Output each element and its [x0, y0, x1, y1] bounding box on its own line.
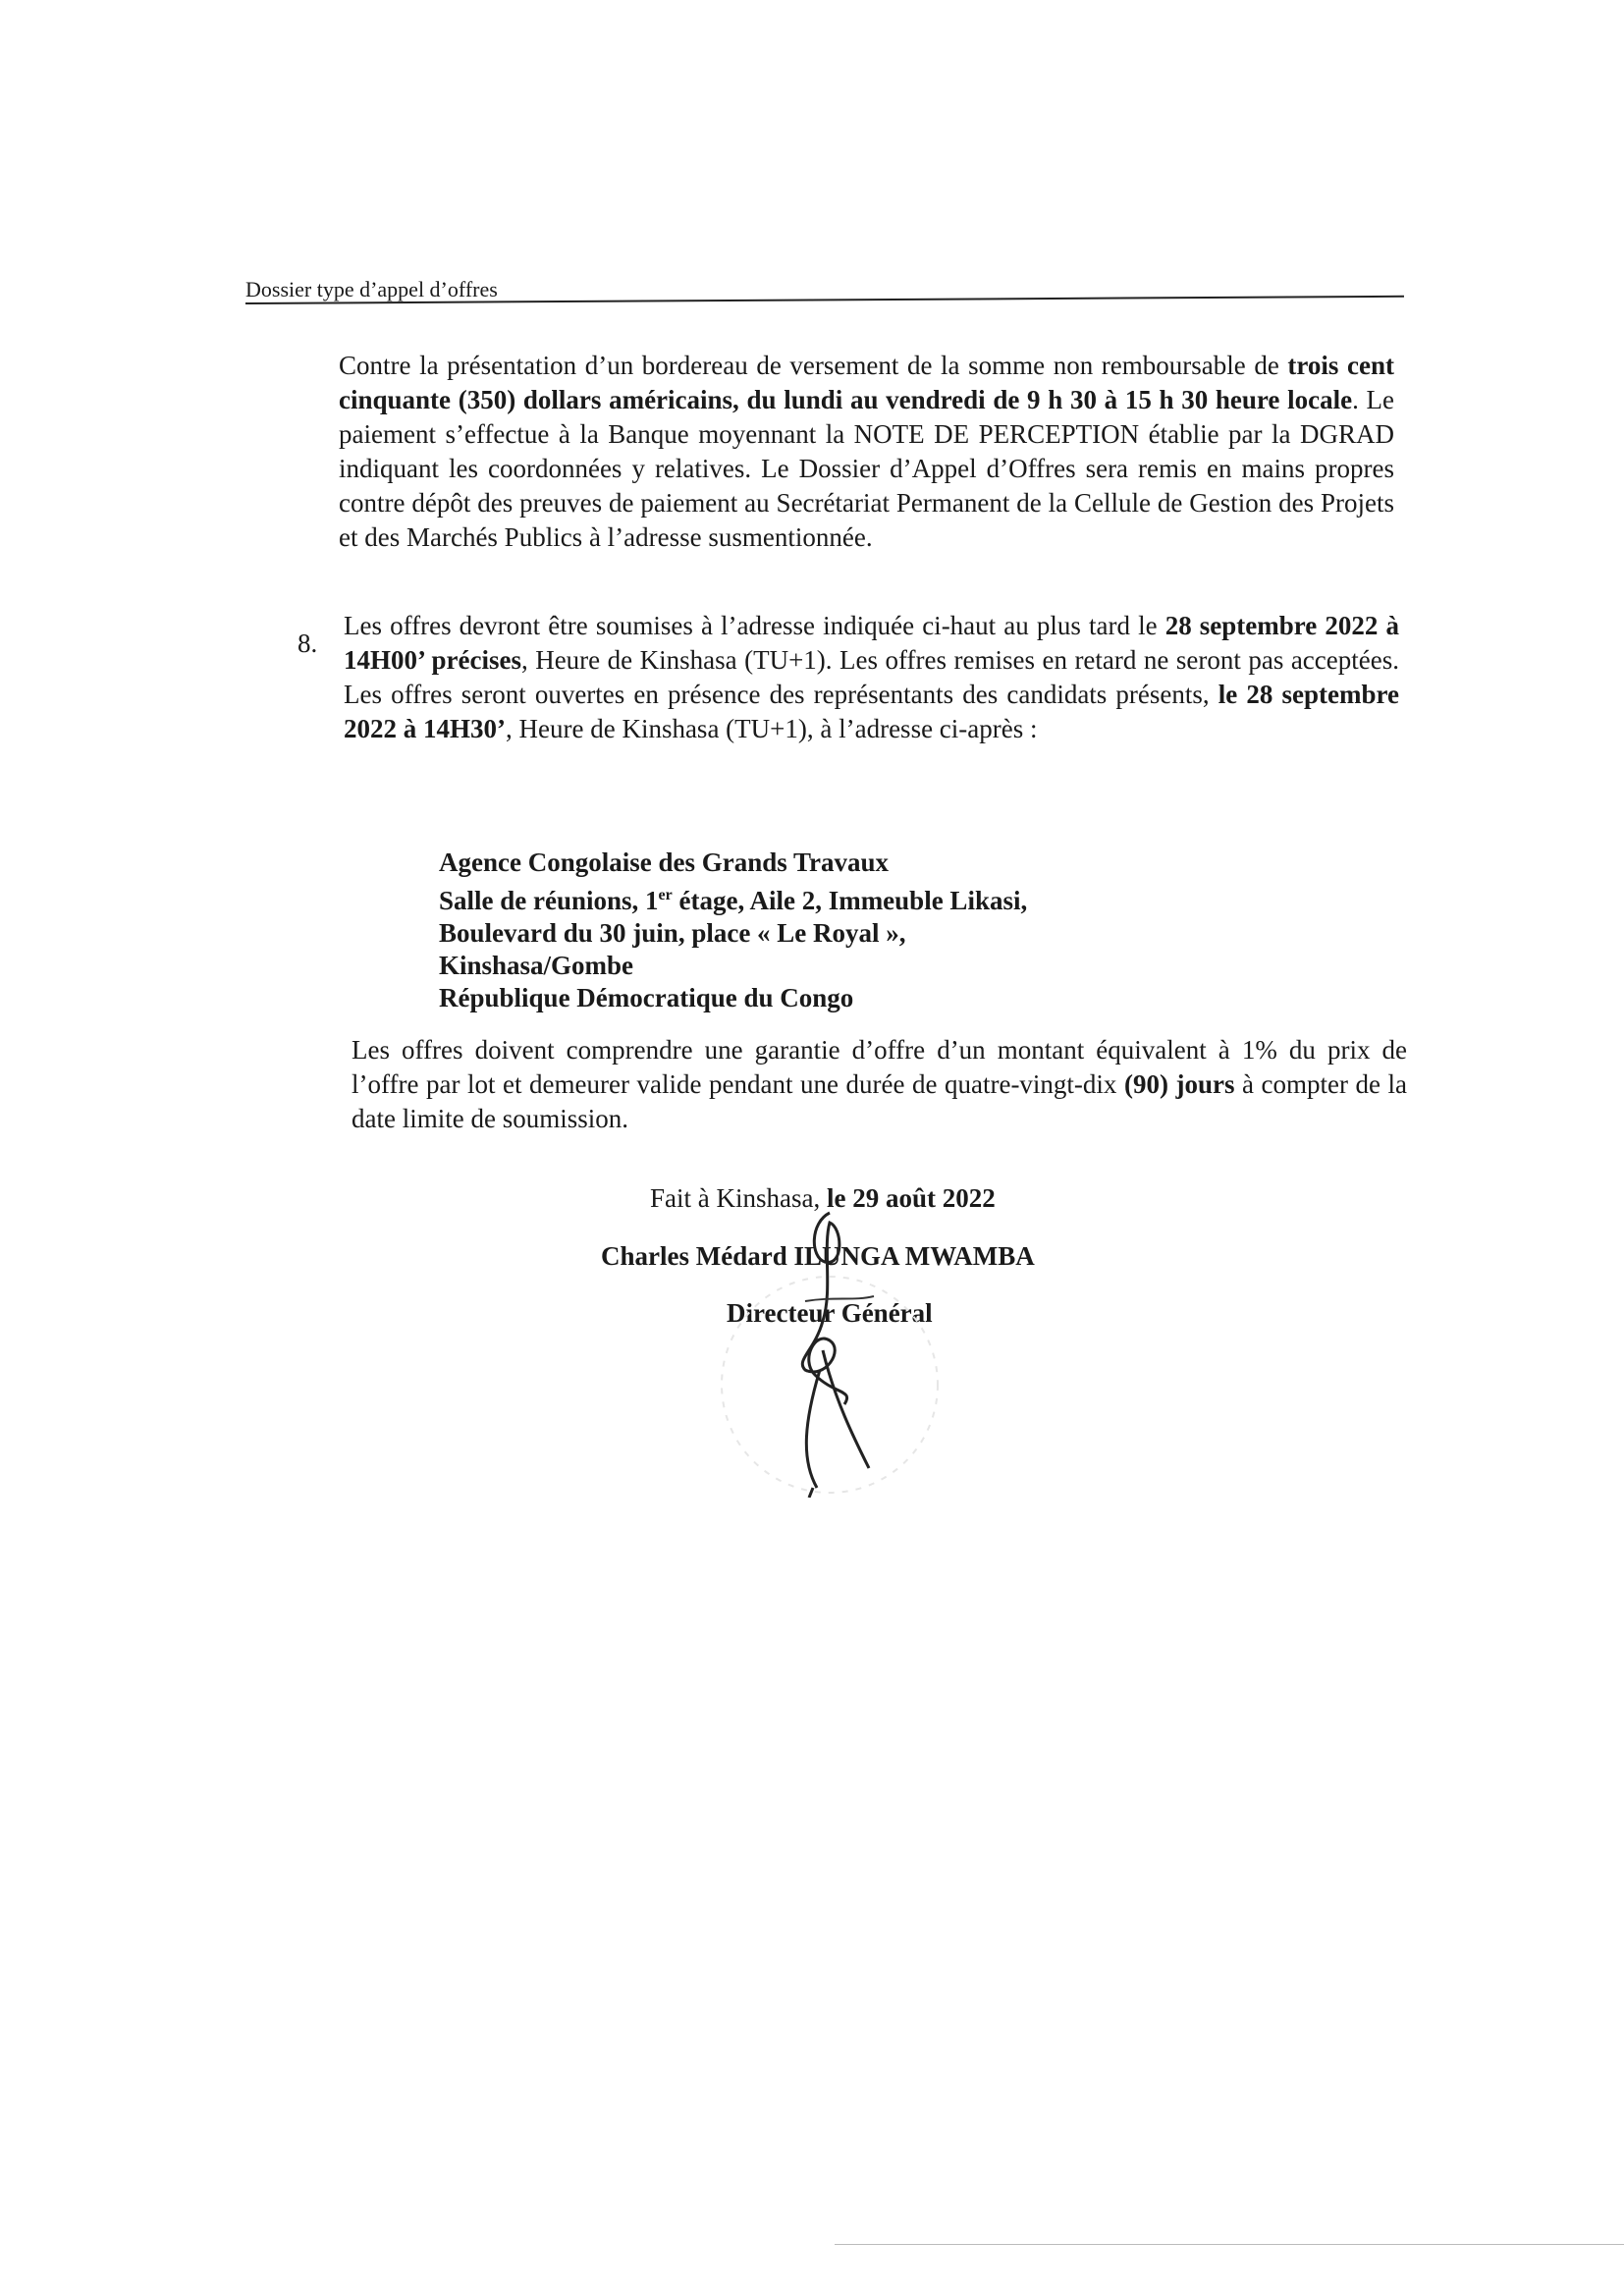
text: . Le paiement s’effectue à la Banque moyennant la NOTE DE PERCEPTION établie par la DGRAD indiquant les coordonnées y relatives. Le Dossier d’Appel d’Offres sera remis en mains propres contre dépôt des preuves de paiement au Secrétariat Permanent de la Cellule de Gestion des Projets et des Marchés Publics à l’adresse susmentionnée. [339, 385, 1394, 552]
superscript: er [658, 887, 673, 903]
text: étage, Aile 2, Immeuble Likasi, [672, 886, 1028, 915]
text: à compter de la date limite de soumission. [352, 1069, 1408, 1133]
address-line: Agence Congolaise des Grands Travaux [439, 847, 890, 877]
signature-stroke [802, 1213, 846, 1404]
text: , Heure de Kinshasa (TU+1). Les offres remises en retard ne seront pas acceptées. Les offres seront ouvertes en présence des représentants des candidats présents, [344, 645, 1399, 709]
scan-edge-line [835, 2244, 1624, 2245]
paragraph-guarantee [352, 1033, 1407, 1136]
bold-text: 28 septembre 2022 à 14H00’ précises [344, 611, 1399, 675]
signatory-name: Charles Médard ILUNGA MWAMBA [601, 1241, 1035, 1271]
text: , Heure de Kinshasa (TU+1), à l’adresse ci-après : [506, 714, 1038, 743]
address-line: Kinshasa/Gombe [439, 951, 634, 980]
address-line [439, 879, 1027, 917]
text: Les offres devront être soumises à l’adresse indiquée ci-haut au plus tard le [344, 611, 1165, 640]
bold-text: trois cent cinquante (350) dollars américains, du lundi au vendredi de 9 h 30 à 15 h 30 heure locale [339, 351, 1394, 414]
bold-text: le 28 septembre 2022 à 14H30’ [344, 680, 1399, 743]
text: Salle de réunions, 1 [439, 886, 659, 915]
bold-text: le 29 août 2022 [820, 1183, 996, 1213]
text: Les offres doivent comprendre une garantie d’offre d’un montant équivalent à 1% du prix de l’offre par lot et demeurer valide pendant une durée de quatre-vingt-dix [352, 1035, 1407, 1099]
bold-text: (90) jours [1123, 1069, 1235, 1099]
address-line: République Démocratique du Congo [439, 983, 854, 1012]
text: Contre la présentation d’un bordereau de versement de la somme non remboursable de [339, 351, 1288, 380]
handwritten-signature [707, 1203, 962, 1498]
document-header: Dossier type d’appel d’offres [245, 277, 498, 301]
item-number: 8. [298, 629, 318, 658]
paragraph-payment [339, 349, 1394, 555]
signatory-title: Directeur Général [727, 1298, 933, 1328]
address-block [439, 847, 1027, 1014]
signature-stroke [805, 1296, 874, 1301]
address-line: Boulevard du 30 juin, place « Le Royal », [439, 918, 906, 948]
text: Fait à Kinshasa, [650, 1183, 821, 1213]
paragraph-submission [344, 609, 1399, 746]
